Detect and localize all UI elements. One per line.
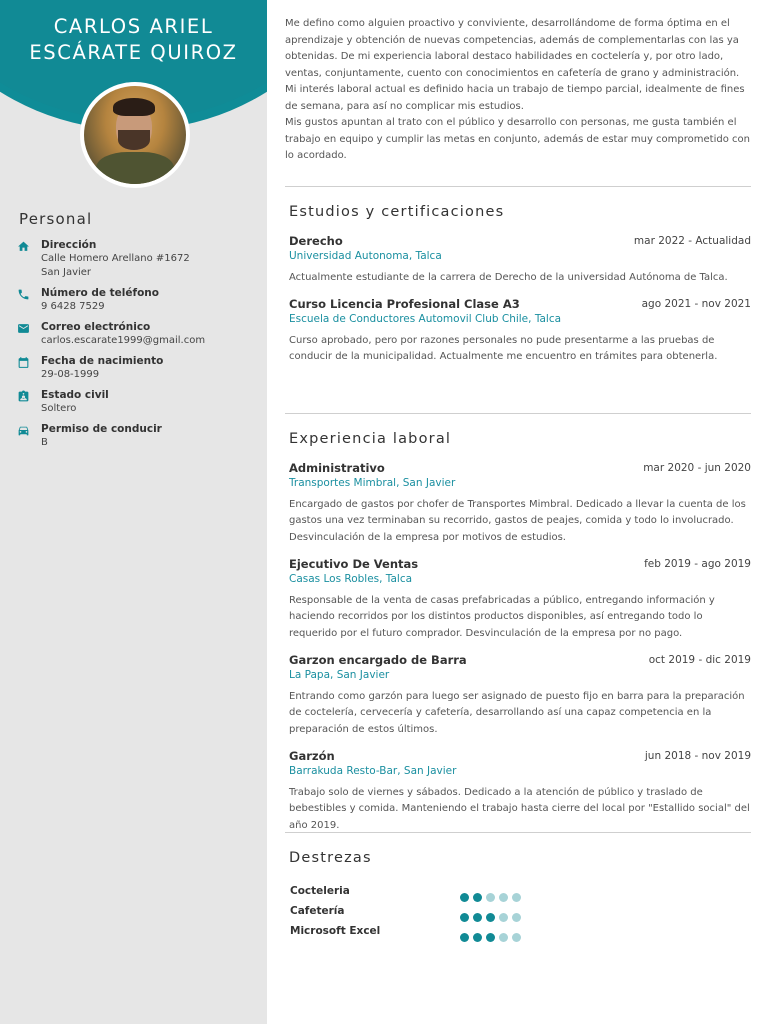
avatar: [84, 86, 186, 184]
rating-dot-empty: [512, 913, 521, 922]
entry-description: Encargado de gastos por chofer de Transportes Mimbral. Dedicado a llevar la cuenta de los gastos una vez terminaban su recorrido, gastos de peajes, comida y todo lo involucrado. Desvinculación de la empresa por motivos de estudios.: [289, 499, 746, 543]
sidebar: [0, 0, 267, 1024]
candidate-name: [0, 14, 267, 66]
rating-dot-filled: [486, 913, 495, 922]
personal-heading: Personal: [19, 210, 93, 228]
entry-date: jun 2018 - nov 2019: [644, 750, 751, 762]
rating-dot-empty: [512, 893, 521, 902]
personal-value: Calle Homero Arellano #1672: [41, 253, 190, 264]
mail-icon: [17, 322, 30, 335]
personal-item-civil-status: [17, 388, 257, 416]
summary-paragraph: Me defino como alguien proactivo y conviviente, desarrollándome de forma óptima en el aprendizaje y obtención de nuevas competencias, además de complementarlas con las ya obtenidas. De mi experiencia laboral destaco habilidades en coctelería y, por otro lado, ventas, conjuntamente, cuento con conocimientos en cafetería de grano y administración.: [285, 18, 740, 79]
phone-icon: [17, 288, 30, 301]
personal-value: Soltero: [41, 403, 77, 414]
entry-organization: Universidad Autonoma, Talca: [289, 250, 442, 262]
entry-description: Actualmente estudiante de la carrera de Derecho de la universidad Autónoma de Talca.: [289, 272, 728, 283]
personal-label: Correo electrónico: [41, 321, 151, 333]
personal-list: [17, 238, 257, 454]
education-heading: Estudios y certificaciones: [289, 204, 505, 220]
entry-title: Garzón: [289, 749, 335, 763]
rating-dot-empty: [499, 913, 508, 922]
entry-description: Entrando como garzón para luego ser asignado de puesto fijo en barra para la preparación de coctelería, cervecería y cafetería, desarrollando así una capaz competencia en la preparación de estos últimos.: [289, 691, 745, 735]
skill-row: [290, 903, 530, 919]
entry-title: Curso Licencia Profesional Clase A3: [289, 297, 520, 311]
calendar-icon: [17, 356, 30, 369]
personal-item-address: [17, 238, 257, 280]
profile-photo: [80, 82, 190, 188]
rating-dot-filled: [473, 933, 482, 942]
skill-name: Cafetería: [290, 905, 345, 917]
rating-dot-empty: [499, 893, 508, 902]
entry-title: Garzon encargado de Barra: [289, 653, 467, 667]
personal-item-phone: [17, 286, 257, 314]
entry-date: mar 2022 - Actualidad: [633, 235, 751, 247]
skill-name: Microsoft Excel: [290, 925, 381, 937]
rating-dot-empty: [486, 893, 495, 902]
experience-entry: [289, 460, 751, 546]
divider: [285, 413, 751, 414]
rating-dot-empty: [512, 933, 521, 942]
entry-title: Administrativo: [289, 461, 385, 475]
personal-value: San Javier: [41, 267, 92, 278]
rating-dot-filled: [460, 893, 469, 902]
skill-name: Cocteleria: [290, 885, 350, 897]
entry-organization: Casas Los Robles, Talca: [289, 573, 413, 585]
personal-label: Estado civil: [41, 389, 109, 401]
home-icon: [17, 240, 30, 253]
rating-dot-filled: [473, 893, 482, 902]
entry-organization: La Papa, San Javier: [289, 669, 390, 681]
experience-entry: [289, 556, 751, 642]
entry-date: mar 2020 - jun 2020: [643, 462, 751, 474]
personal-label: Dirección: [41, 239, 97, 251]
personal-label: Fecha de nacimiento: [41, 355, 164, 367]
car-icon: [17, 424, 30, 437]
skill-row: [290, 923, 530, 939]
id-badge-icon: [17, 390, 30, 403]
personal-value: carlos.escarate1999@gmail.com: [41, 335, 206, 346]
personal-item-license: [17, 422, 257, 450]
personal-item-birthdate: [17, 354, 257, 382]
education-entry: [289, 233, 751, 286]
entry-date: oct 2019 - dic 2019: [648, 654, 751, 666]
entry-date: feb 2019 - ago 2019: [644, 558, 751, 570]
name-line-2: ESCÁRATE QUIROZ: [29, 41, 238, 64]
experience-heading: Experiencia laboral: [289, 431, 452, 447]
divider: [285, 832, 751, 833]
rating-dot-empty: [499, 933, 508, 942]
skill-row: [290, 883, 530, 899]
rating-dot-filled: [460, 933, 469, 942]
entry-description: Responsable de la venta de casas prefabricadas a público, entregando información y haciendo recorridos por los distintos productos disponibles, así entregando todo lo requerido por el futuro comprador. Desvinculación de la empresa por no pago.: [289, 595, 715, 639]
rating-dot-filled: [473, 913, 482, 922]
entry-organization: Escuela de Conductores Automovil Club Chile, Talca: [289, 313, 562, 325]
entry-description: Curso aprobado, pero por razones personales no pude presentarme a las pruebas de conducir de la municipalidad. Actualmente me encuentro en trámites para obtenerla.: [289, 335, 718, 363]
entry-organization: Transportes Mimbral, San Javier: [289, 477, 456, 489]
personal-value: 29-08-1999: [41, 369, 100, 380]
divider: [285, 186, 751, 187]
skill-rating: [460, 887, 525, 896]
personal-value: 9 6428 7529: [41, 301, 105, 312]
rating-dot-filled: [460, 913, 469, 922]
personal-value: B: [41, 437, 48, 448]
entry-title: Derecho: [289, 234, 343, 248]
personal-label: Número de teléfono: [41, 287, 159, 299]
experience-entry: [289, 748, 751, 834]
rating-dot-filled: [486, 933, 495, 942]
education-entry: [289, 296, 751, 366]
entry-organization: Barrakuda Resto-Bar, San Javier: [289, 765, 457, 777]
personal-item-email: [17, 320, 257, 348]
name-line-1: CARLOS ARIEL: [53, 15, 214, 38]
entry-date: ago 2021 - nov 2021: [641, 298, 751, 310]
skill-rating: [460, 907, 525, 916]
experience-entry: [289, 652, 751, 738]
summary-paragraph: Mis gustos apuntan al trato con el público y desarrollo con personas, me gusta también el trabajo en equipo y cumplir las metas en conjunto, además de estar muy comprometido con lo acordado.: [285, 117, 750, 161]
summary-paragraph: Mi interés laboral actual es definido hacia un trabajo de tiempo parcial, idealmente de fines de semana, para así no complicar mis estudios.: [285, 84, 745, 112]
entry-description: Trabajo solo de viernes y sábados. Dedicado a la atención de público y traslado de bebestibles y comida. Manteniendo el trabajo hasta cierre del local por "Estallido social" del año 2019.: [289, 787, 750, 831]
personal-label: Permiso de conducir: [41, 423, 162, 435]
skill-rating: [460, 927, 525, 936]
skills-heading: Destrezas: [289, 850, 372, 866]
entry-title: Ejecutivo De Ventas: [289, 557, 419, 571]
profile-summary: [285, 16, 752, 165]
